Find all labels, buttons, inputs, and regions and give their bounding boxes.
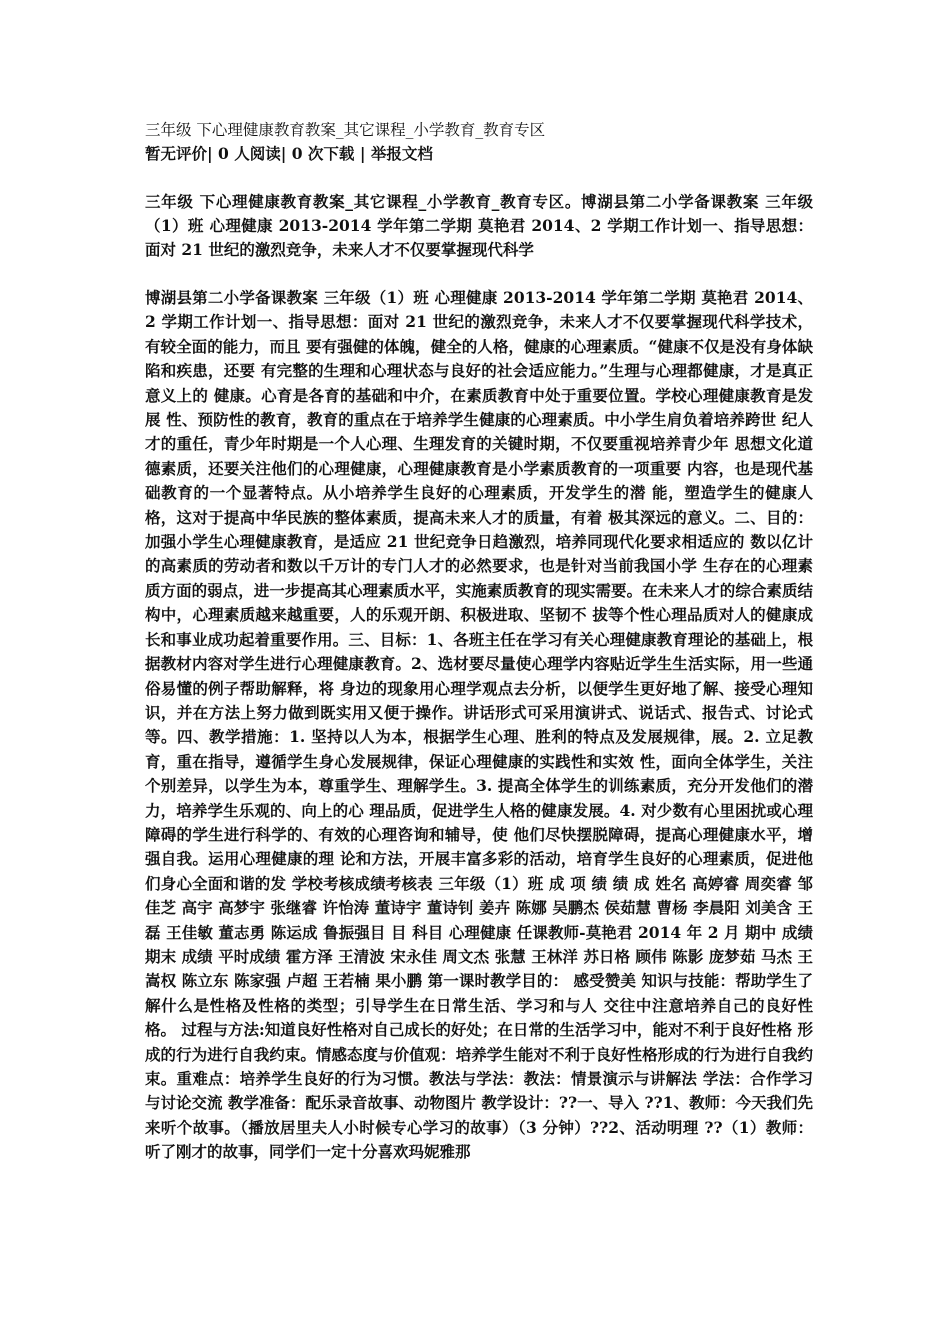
- document-page: [145, 118, 813, 1214]
- document-body: 博湖县第二小学备课教案 三年级（1）班 心理健康 2013-2014 学年第二学期 莫艳君 2014、2 学期工作计划一、指导思想：面对 21 世纪的激烈竞争，未来人才不仅要掌握现代科学技术，有较全面的能力，而且 要有强健的体魄，健全的人格，健康的心理素质。“健康不仅是没有身体缺陷和疾患，还要 有完整的生理和心理状态与良好的社会适应能力。”生理与心理都健康，才是真正意义上的 健康。心育是各育的基础和中介，在素质教育中处于重要位置。学校心理健康教育是发展 性、预防性的教育，教育的重点在于培养学生健康的心理素质。中小学生肩负着培养跨世 纪人才的重任，青少年时期是一个人心理、生理发育的关键时期，不仅要重视培养青少年 思想文化道德素质，还要关注他们的心理健康，心理健康教育是小学素质教育的一项重要 内容，也是现代基础教育的一个显著特点。从小培养学生良好的心理素质，开发学生的潜 能，塑造学生的健康人格，这对于提高中华民族的整体素质，提高未来人才的质量，有着 极其深远的意义。二、目的：加强小学生心理健康教育，是适应 21 世纪竞争日趋激烈，培养同现代化要求相适应的 数以亿计的高素质的劳动者和数以千万计的专门人才的必然要求，也是针对当前我国小学 生存在的心理素质方面的弱点，进一步提高其心理素质水平，实施素质教育的现实需要。在未来人才的综合素质结构中，心理素质越来越重要，人的乐观开朗、积极进取、坚韧不 拔等个性心理品质对人的健康成长和事业成功起着重要作用。三、目标：1、各班主任在学习有关心理健康教育理论的基础上，根据教材内容对学生进行心理健康教育。2、选材要尽量使心理学内容贴近学生生活实际，用一些通俗易懂的例子帮助解释，将 身边的现象用心理学观点去分析，以便学生更好地了解、接受心理知识，并在方法上努力做到既实用又便于操作。讲话形式可采用演讲式、说话式、报告式、讨论式等。四、教学措施：1. 坚持以人为本，根据学生心理、胜利的特点及发展规律，展。2. 立足教育，重在指导，遵循学生身心发展规律，保证心理健康的实践性和实效 性，面向全体学生，关注个别差异，以学生为本，尊重学生、理解学生。3. 提高全体学生的训练素质，充分开发他们的潜力，培养学生乐观的、向上的心 理品质，促进学生人格的健康发展。4. 对少数有心里困扰或心理障碍的学生进行科学的、有效的心理咨询和辅导，使 他们尽快摆脱障碍，提高心理健康水平，增强自我。运用心理健康的理 论和方法，开展丰富多彩的活动，培育学生良好的心理素质，促进他们身心全面和谐的发 学校考核成绩考核表 三年级（1）班 成 项 绩 绩 成 姓名 高婷睿 周奕睿 邹佳芝 高宇 高梦宇 张继睿 许怡涛 董诗宇 董诗钊 姜卉 陈娜 吴鹏杰 侯茹慧 曹杨 李晨阳 刘美含 王磊 王佳敏 董志勇 陈运成 鲁振强目 目 科目 心理健康 任课教师-莫艳君 2014 年 2 月 期中 成绩 期末 成绩 平时成绩 霍方泽 王清波 宋永佳 周文杰 张慧 王林洋 苏日格 顾伟 陈影 庞梦茹 马杰 王嵩权 陈立东 陈家强 卢超 王若楠 果小鹏 第一课时教学目的： 感受赞美 知识与技能：帮助学生了解什么是性格及性格的类型；引导学生在日常生活、学习和与人 交往中注意培养自己的良好性格。 过程与方法:知道良好性格对自己成长的好处；在日常的生活学习中，能对不利于良好性格 形成的行为进行自我约束。情感态度与价值观：培养学生能对不利于良好性格形成的行为进行自我约束。重难点：培养学生良好的行为习惯。教法与学法：教法：情景演示与讲解法 学法：合作学习与讨论交流 教学准备：配乐录音故事、动物图片 教学设计：??一、导入 ??1、教师：今天我们先来听个故事。（播放居里夫人小时候专心学习的故事）（3 分钟）??2、活动明理 ??（1）教师：听了刚才的故事，同学们一定十分喜欢玛妮雅那: [145, 288, 813, 1162]
- document-title: 三年级 下心理健康教育教案_其它课程_小学教育_教育专区: [145, 121, 546, 139]
- document-meta: 暂无评价| 0 人阅读| 0 次下载 | 举报文档: [145, 144, 433, 163]
- document-summary: 三年级 下心理健康教育教案_其它课程_小学教育_教育专区。博湖县第二小学备课教案 三年级（1）班 心理健康 2013-2014 学年第二学期 莫艳君 2014、2 学期工作计划一、指导思想：面对 21 世纪的激烈竞争，未来人才不仅要掌握现代科学: [145, 192, 813, 259]
